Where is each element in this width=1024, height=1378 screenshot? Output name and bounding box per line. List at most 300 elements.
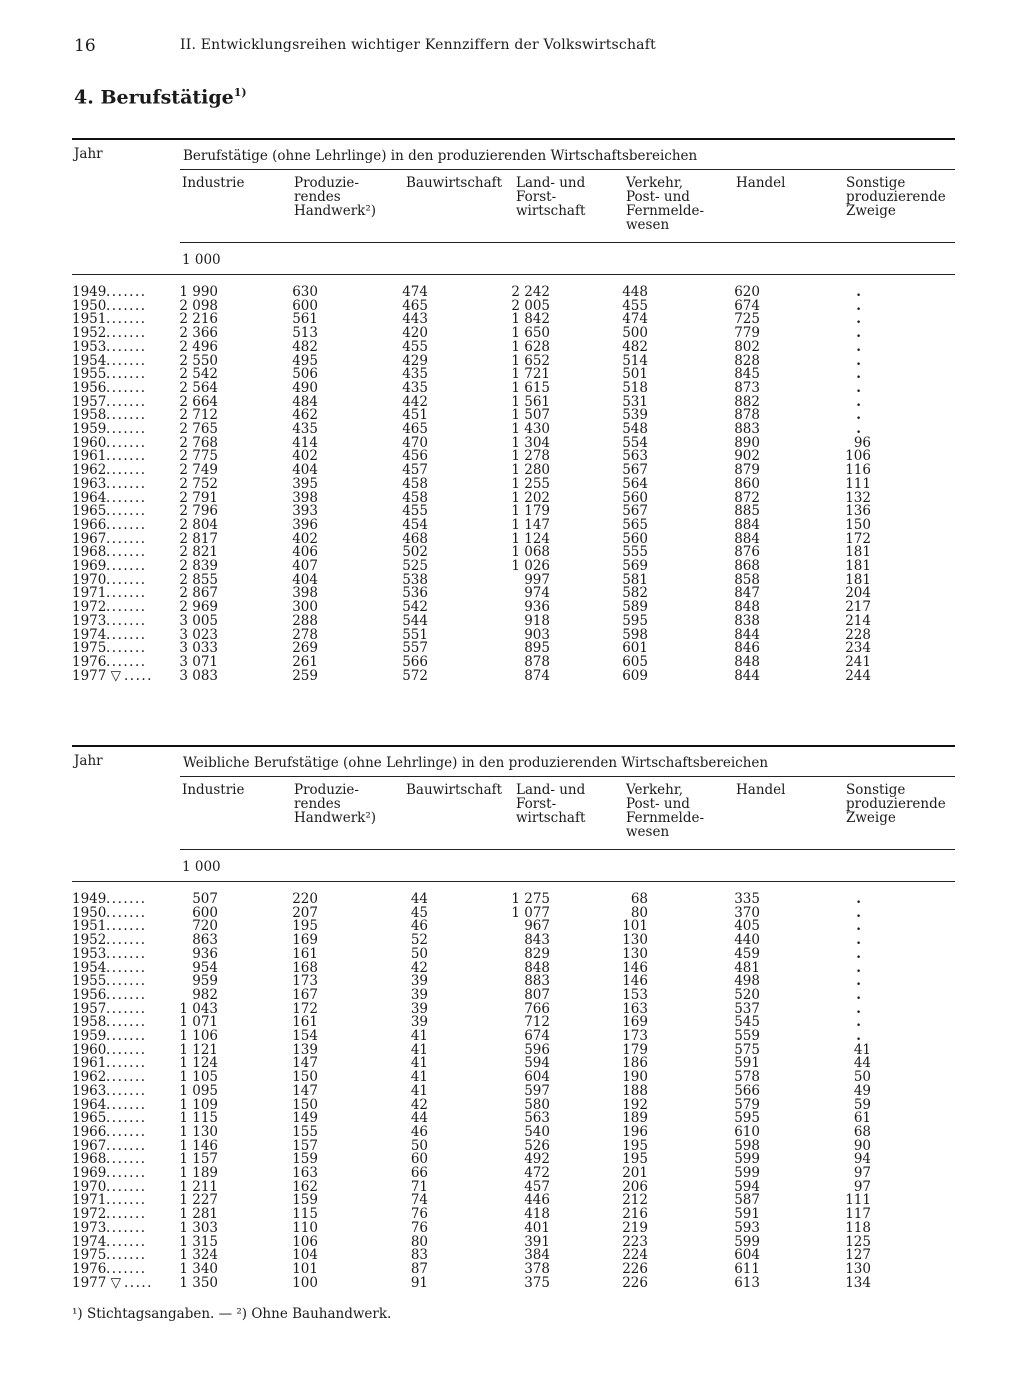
value-cell: 136 (845, 503, 871, 520)
table-row (0, 655, 1024, 669)
value-cell: 139 (292, 1041, 318, 1058)
value-cell: 879 (734, 462, 760, 479)
value-cell: 1 561 (511, 393, 550, 410)
leader-dots: ....... (106, 434, 147, 451)
value-cell: 604 (524, 1069, 550, 1086)
table-row (0, 919, 1024, 933)
value-cell: 566 (734, 1082, 760, 1099)
value-cell: 1 026 (511, 558, 550, 574)
value-cell: 474 (622, 311, 648, 328)
value-cell: 1 278 (511, 448, 550, 465)
value-cell: 596 (524, 1041, 550, 1058)
value-cell: 458 (402, 475, 428, 492)
value-cell: 378 (524, 1260, 550, 1277)
value-cell: 2 098 (179, 297, 218, 314)
table-row (0, 326, 1024, 340)
value-cell: 457 (524, 1178, 550, 1195)
value-cell: 1 340 (179, 1260, 218, 1277)
value-cell: 1 077 (511, 904, 550, 921)
value-cell: 766 (524, 1000, 550, 1017)
value-cell: 595 (622, 612, 648, 629)
table-row (0, 381, 1024, 395)
column-header: Industrie (182, 782, 245, 798)
value-cell: 565 (622, 516, 648, 533)
leader-dots: ....... (106, 1233, 147, 1250)
value-cell: 2 550 (179, 352, 218, 369)
column-header: Industrie (182, 175, 245, 191)
value-cell: 506 (292, 366, 318, 383)
value-cell: . (856, 1028, 861, 1044)
table-row (0, 1207, 1024, 1221)
value-cell: 100 (292, 1274, 318, 1291)
table-row (0, 1221, 1024, 1235)
value-cell: 2 564 (179, 379, 218, 396)
value-cell: 2 768 (179, 434, 218, 451)
value-cell: 538 (402, 571, 428, 588)
value-cell: 518 (622, 379, 648, 396)
value-cell: 404 (292, 462, 318, 479)
value-cell: 157 (292, 1137, 318, 1154)
leader-dots: ....... (106, 1096, 147, 1113)
leader-dots: ....... (106, 1192, 147, 1209)
value-cell: 1 124 (179, 1055, 218, 1072)
value-cell: 1 721 (511, 366, 550, 383)
header-rule (180, 849, 955, 850)
value-cell: 514 (622, 352, 648, 369)
value-cell: 936 (524, 599, 550, 616)
value-cell: 560 (622, 489, 648, 506)
year-cell: 1963 (72, 475, 107, 492)
year-cell: 1970 (72, 1178, 107, 1195)
value-cell: 567 (622, 462, 648, 479)
value-cell: 101 (622, 918, 648, 935)
value-cell: 446 (524, 1192, 550, 1209)
value-cell: 288 (292, 612, 318, 629)
value-cell: 2 752 (179, 475, 218, 492)
value-cell: . (856, 311, 861, 328)
value-cell: 39 (410, 1000, 428, 1017)
year-cell: 1974 (72, 626, 107, 643)
value-cell: 44 (853, 1055, 871, 1072)
value-cell: 159 (292, 1151, 318, 1168)
value-cell: 600 (192, 904, 218, 921)
value-cell: 116 (845, 462, 871, 479)
column-header: Verkehr, Post- und Fernmelde- wesen (626, 175, 705, 233)
year-cell: 1953 (72, 338, 107, 355)
column-header: Produzie- rendes Handwerk²) (294, 782, 377, 826)
leader-dots: ....... (106, 462, 147, 479)
leader-dots: ....... (106, 516, 147, 533)
value-cell: 474 (402, 284, 428, 300)
value-cell: 1 068 (511, 544, 550, 561)
year-cell: 1971 (72, 1192, 107, 1209)
value-cell: 548 (622, 421, 648, 437)
value-cell: 1 106 (179, 1028, 218, 1044)
table-row (0, 614, 1024, 628)
value-cell: 674 (734, 297, 760, 314)
year-cell: 1967 (72, 1137, 107, 1154)
value-cell: 544 (402, 612, 428, 629)
value-cell: 226 (622, 1260, 648, 1277)
leader-dots: ....... (106, 918, 147, 935)
table-row (0, 669, 1024, 683)
year-cell: 1958 (72, 1014, 107, 1031)
value-cell: 598 (734, 1137, 760, 1154)
value-cell: 526 (524, 1137, 550, 1154)
value-cell: 873 (734, 379, 760, 396)
value-cell: 883 (524, 973, 550, 990)
value-cell: 609 (622, 667, 648, 684)
value-cell: 440 (734, 932, 760, 949)
value-cell: 173 (622, 1028, 648, 1044)
value-cell: 80 (630, 904, 648, 921)
value-cell: 589 (622, 599, 648, 616)
value-cell: 155 (292, 1123, 318, 1140)
value-cell: 226 (622, 1274, 648, 1291)
leader-dots: ....... (106, 1041, 147, 1058)
leader-dots: ....... (106, 1260, 147, 1277)
value-cell: 50 (853, 1069, 871, 1086)
value-cell: . (856, 945, 861, 962)
page-number: 16 (74, 36, 96, 56)
value-cell: 49 (853, 1082, 871, 1099)
value-cell: 402 (292, 530, 318, 547)
leader-dots: ....... (106, 891, 147, 907)
value-cell: 76 (410, 1219, 428, 1236)
leader-dots: ....... (106, 1206, 147, 1223)
value-cell: 195 (622, 1151, 648, 1168)
value-cell: 396 (292, 516, 318, 533)
value-cell: 720 (192, 918, 218, 935)
value-cell: 384 (524, 1247, 550, 1264)
value-cell: 41 (410, 1069, 428, 1086)
table-row (0, 340, 1024, 354)
leader-dots: ....... (106, 571, 147, 588)
column-header: Bauwirtschaft (406, 175, 503, 191)
year-cell: 1949 (72, 284, 107, 300)
value-cell: 375 (524, 1274, 550, 1291)
year-cell: 1969 (72, 1165, 107, 1181)
year-cell: 1972 (72, 599, 107, 616)
value-cell: 1 275 (511, 891, 550, 907)
value-cell: 884 (734, 516, 760, 533)
value-cell: . (856, 284, 861, 300)
value-cell: 868 (734, 558, 760, 574)
leader-dots: ....... (106, 544, 147, 561)
value-cell: 435 (402, 379, 428, 396)
value-cell: . (856, 1014, 861, 1031)
leader-dots: ....... (106, 489, 147, 506)
value-cell: 1 071 (179, 1014, 218, 1031)
year-cell: 1974 (72, 1233, 107, 1250)
column-header: Bauwirtschaft (406, 782, 503, 798)
value-cell: 395 (292, 475, 318, 492)
value-cell: 1 280 (511, 462, 550, 479)
value-cell: 45 (410, 904, 428, 921)
table-row (0, 906, 1024, 920)
value-cell: 599 (734, 1151, 760, 1168)
value-cell: 2 664 (179, 393, 218, 410)
leader-dots: ....... (106, 973, 147, 990)
value-cell: 600 (292, 297, 318, 314)
table-row (0, 1084, 1024, 1098)
table-row (0, 285, 1024, 299)
value-cell: 597 (524, 1082, 550, 1099)
table-row (0, 1262, 1024, 1276)
table-row (0, 559, 1024, 573)
value-cell: 52 (410, 932, 428, 949)
value-cell: 540 (524, 1123, 550, 1140)
leader-dots: ....... (106, 904, 147, 921)
value-cell: 159 (292, 1192, 318, 1209)
value-cell: 587 (734, 1192, 760, 1209)
column-header: Handel (736, 175, 786, 191)
table-row (0, 1125, 1024, 1139)
value-cell: 59 (853, 1096, 871, 1113)
value-cell: 163 (292, 1165, 318, 1181)
value-cell: 481 (734, 959, 760, 976)
leader-dots: ....... (106, 986, 147, 1003)
value-cell: 41 (410, 1082, 428, 1099)
value-cell: 186 (622, 1055, 648, 1072)
value-cell: 442 (402, 393, 428, 410)
year-cell: 1976 (72, 1260, 107, 1277)
value-cell: 106 (845, 448, 871, 465)
value-cell: 903 (524, 626, 550, 643)
unit-rule (72, 274, 955, 275)
table-row (0, 933, 1024, 947)
table-top-rule (72, 138, 955, 140)
year-cell: 1966 (72, 516, 107, 533)
year-cell: 1968 (72, 544, 107, 561)
value-cell: 2 749 (179, 462, 218, 479)
value-cell: 44 (410, 1110, 428, 1127)
year-cell: 1953 (72, 945, 107, 962)
value-cell: . (856, 407, 861, 424)
value-cell: 876 (734, 544, 760, 561)
value-cell: 895 (524, 640, 550, 657)
value-cell: 173 (292, 973, 318, 990)
value-cell: 1 281 (179, 1206, 218, 1223)
year-cell: 1958 (72, 407, 107, 424)
value-cell: 500 (622, 325, 648, 342)
year-cell: 1961 (72, 448, 107, 465)
footnote: ¹) Stichtagsangaben. — ²) Ohne Bauhandwerk. (72, 1306, 392, 1322)
unit-label: 1 000 (182, 252, 221, 268)
value-cell: 134 (845, 1274, 871, 1291)
value-cell: 630 (292, 284, 318, 300)
jahr-header: Jahr (74, 146, 103, 162)
value-cell: 83 (410, 1247, 428, 1264)
value-cell: 598 (622, 626, 648, 643)
section-footnote-mark: 1) (233, 86, 247, 99)
value-cell: 147 (292, 1082, 318, 1099)
value-cell: 555 (622, 544, 648, 561)
year-cell: 1957 (72, 1000, 107, 1017)
leader-dots: ....... (106, 1178, 147, 1195)
value-cell: 498 (734, 973, 760, 990)
leader-dots: ....... (106, 1014, 147, 1031)
value-cell: 190 (622, 1069, 648, 1086)
table-row (0, 477, 1024, 491)
value-cell: 848 (524, 959, 550, 976)
leader-dots: ....... (106, 393, 147, 410)
table-top-rule (72, 745, 955, 747)
table-row (0, 518, 1024, 532)
value-cell: 196 (622, 1123, 648, 1140)
table-row (0, 463, 1024, 477)
column-header: Handel (736, 782, 786, 798)
value-cell: 1 990 (179, 284, 218, 300)
value-cell: 462 (292, 407, 318, 424)
leader-dots: ....... (106, 1110, 147, 1127)
year-cell: 1963 (72, 1082, 107, 1099)
value-cell: 448 (622, 284, 648, 300)
value-cell: 244 (845, 667, 871, 684)
value-cell: 104 (292, 1247, 318, 1264)
year-cell: 1966 (72, 1123, 107, 1140)
value-cell: 429 (402, 352, 428, 369)
value-cell: 507 (192, 891, 218, 907)
value-cell: 846 (734, 640, 760, 657)
value-cell: 611 (734, 1260, 760, 1277)
value-cell: 1 147 (511, 516, 550, 533)
value-cell: 844 (734, 626, 760, 643)
value-cell: . (856, 297, 861, 314)
value-cell: 465 (402, 297, 428, 314)
year-cell: 1957 (72, 393, 107, 410)
value-cell: . (856, 325, 861, 342)
header-rule (180, 242, 955, 243)
value-cell: 127 (845, 1247, 871, 1264)
value-cell: 169 (292, 932, 318, 949)
value-cell: 2 796 (179, 503, 218, 520)
value-cell: 2 839 (179, 558, 218, 574)
leader-dots: ....... (106, 448, 147, 465)
value-cell: 1 157 (179, 1151, 218, 1168)
leader-dots: ....... (106, 1219, 147, 1236)
year-cell: 1955 (72, 973, 107, 990)
value-cell: 1 105 (179, 1069, 218, 1086)
value-cell: 936 (192, 945, 218, 962)
value-cell: 559 (734, 1028, 760, 1044)
year-cell: 1956 (72, 379, 107, 396)
value-cell: 591 (734, 1055, 760, 1072)
section-title (74, 86, 247, 108)
value-cell: 111 (845, 1192, 871, 1209)
value-cell: 456 (402, 448, 428, 465)
value-cell: 154 (292, 1028, 318, 1044)
leader-dots: ....... (106, 407, 147, 424)
value-cell: 172 (845, 530, 871, 547)
value-cell: 567 (622, 503, 648, 520)
table-row (0, 600, 1024, 614)
value-cell: 1 227 (179, 1192, 218, 1209)
year-cell: 1959 (72, 1028, 107, 1044)
value-cell: 594 (524, 1055, 550, 1072)
value-cell: 3 071 (179, 653, 218, 670)
leader-dots: ....... (106, 311, 147, 328)
value-cell: 2 791 (179, 489, 218, 506)
year-cell: 1964 (72, 489, 107, 506)
value-cell: 918 (524, 612, 550, 629)
value-cell: 579 (734, 1096, 760, 1113)
value-cell: 902 (734, 448, 760, 465)
year-cell: 1965 (72, 1110, 107, 1127)
year-cell: 1965 (72, 503, 107, 520)
value-cell: 1 189 (179, 1165, 218, 1181)
value-cell: 1 350 (179, 1274, 218, 1291)
value-cell: 172 (292, 1000, 318, 1017)
value-cell: 1 304 (511, 434, 550, 451)
leader-dots: ....... (106, 297, 147, 314)
year-cell: 1955 (72, 366, 107, 383)
value-cell: 572 (402, 667, 428, 684)
value-cell: 513 (292, 325, 318, 342)
value-cell: 472 (524, 1165, 550, 1181)
leader-dots: ....... (106, 1000, 147, 1017)
value-cell: 2 542 (179, 366, 218, 383)
leader-dots: ....... (106, 530, 147, 547)
year-cell: 1950 (72, 904, 107, 921)
column-header: Land- und Forst- wirtschaft (516, 782, 586, 826)
value-cell: 61 (853, 1110, 871, 1127)
column-header: Sonstige produzierende Zweige (846, 175, 946, 219)
value-cell: 150 (292, 1096, 318, 1113)
value-cell: 1 430 (511, 421, 550, 437)
year-cell: 1968 (72, 1151, 107, 1168)
value-cell: 39 (410, 1014, 428, 1031)
value-cell: 802 (734, 338, 760, 355)
value-cell: 1 202 (511, 489, 550, 506)
value-cell: 593 (734, 1219, 760, 1236)
value-cell: 220 (292, 891, 318, 907)
year-cell: 1951 (72, 311, 107, 328)
value-cell: 594 (734, 1178, 760, 1195)
year-cell: 1954 (72, 352, 107, 369)
value-cell: 599 (734, 1165, 760, 1181)
year-cell: 1964 (72, 1096, 107, 1113)
leader-dots: ....... (106, 932, 147, 949)
value-cell: 451 (402, 407, 428, 424)
table-row (0, 1276, 1024, 1290)
value-cell: . (856, 421, 861, 437)
value-cell: 130 (622, 932, 648, 949)
value-cell: 97 (853, 1165, 871, 1181)
column-header: Produzie- rendes Handwerk²) (294, 175, 377, 219)
leader-dots: ....... (106, 366, 147, 383)
value-cell: 50 (410, 1137, 428, 1154)
table-caption: Berufstätige (ohne Lehrlinge) in den produzierenden Wirtschaftsbereichen (183, 148, 698, 164)
value-cell: 405 (734, 918, 760, 935)
value-cell: 259 (292, 667, 318, 684)
value-cell: . (856, 891, 861, 907)
value-cell: 591 (734, 1206, 760, 1223)
value-cell: 146 (622, 973, 648, 990)
value-cell: 1 628 (511, 338, 550, 355)
leader-dots: ....... (106, 653, 147, 670)
year-cell: 1951 (72, 918, 107, 935)
value-cell: 44 (410, 891, 428, 907)
value-cell: 959 (192, 973, 218, 990)
value-cell: 201 (622, 1165, 648, 1181)
value-cell: 838 (734, 612, 760, 629)
value-cell: 443 (402, 311, 428, 328)
value-cell: 997 (524, 571, 550, 588)
leader-dots: ....... (106, 379, 147, 396)
leader-dots: ....... (106, 503, 147, 520)
value-cell: 418 (524, 1206, 550, 1223)
